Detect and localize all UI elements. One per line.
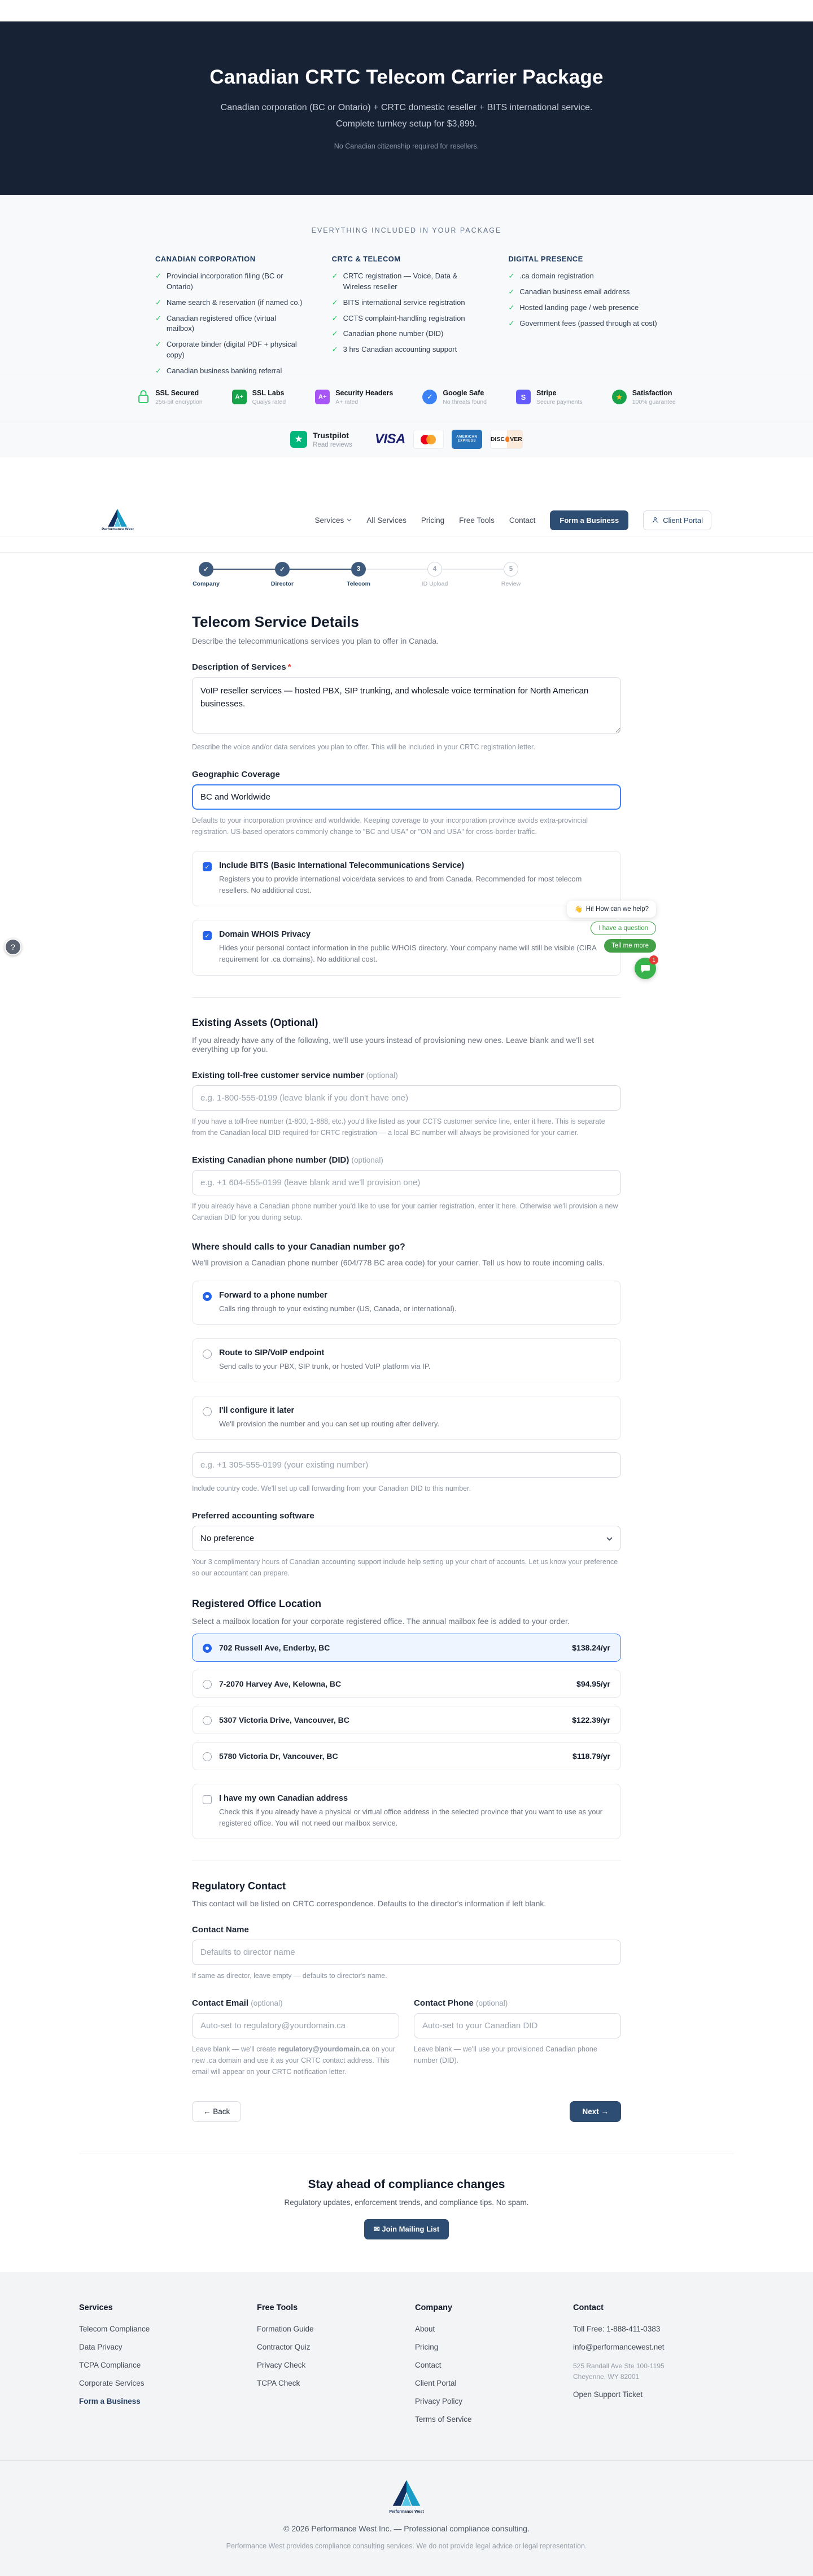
back-button[interactable]: ← Back [192,2101,241,2122]
office-option-enderby[interactable]: 702 Russell Ave, Enderby, BC $138.24/yr [192,1634,621,1662]
office-price: $118.79/yr [572,1751,610,1761]
radio-selected[interactable] [203,1644,212,1653]
footer-col-services: Services Telecom Compliance Data Privacy TCPA Compliance Corporate Services Form a Business [79,2303,257,2433]
package-column-telecom [332,255,482,382]
chat-quick-reply-tell-me-more[interactable]: Tell me more [604,939,656,953]
newsletter-section [0,2154,813,2272]
footer-brand-name: Performance West [389,2510,424,2514]
main-navbar [0,504,813,536]
brand-name: Performance West [102,527,134,531]
radio-unselected[interactable] [203,1350,212,1359]
contact-phone-input[interactable] [414,2013,621,2038]
footer-link-client-portal[interactable]: Client Portal [415,2379,457,2388]
radio-unselected[interactable] [203,1680,212,1689]
package-item: ✓ CCTS complaint-handling registration [332,313,482,324]
own-address-card[interactable]: I have my own Canadian address Check this if you already have a physical or virtual office address in the selected province that you want to use as your registered office. You will not need our mailbox service. [192,1784,621,1839]
contact-name-label: Contact Name [192,1925,249,1935]
step-company[interactable]: ✓ Company [199,562,213,587]
discover-logo: DISC VER [490,430,523,449]
office-location-heading: Registered Office Location [192,1597,322,1609]
existing-assets-heading: Existing Assets (Optional) [192,1016,318,1028]
office-location-subtitle: Select a mailbox location for your corporate registered office. The annual mailbox fee is added to your order. [192,1616,570,1626]
bits-title: Include BITS (Basic International Telecommunications Service) [219,861,465,870]
footer-link-telecom-compliance[interactable]: Telecom Compliance [79,2325,150,2334]
regulatory-contact-subtitle: This contact will be listed on CRTC correspondence. Defaults to the director's information if left blank. [192,1899,547,1909]
copyright-text: © 2026 Performance West Inc. — Professional compliance consulting. [283,2524,530,2534]
contact-phone-help: Leave blank — we'll use your provisioned Canadian phone number (DID). [414,2045,597,2065]
tollfree-help: If you have a toll-free number (1-800, 1-888, etc.) you'd like listed as your CCTS customer service line, enter it here. This is separate from the Canadian local DID required for CRTC registration — a local BC number will always be provisioned for your carrier. [192,1117,605,1137]
package-item: ✓ Canadian phone number (DID) [332,329,482,339]
check-icon: ✓ [331,345,338,354]
tollfree-label: Existing toll-free customer service number (optional) [192,1070,398,1080]
footer-email-link[interactable]: info@performancewest.net [573,2343,665,2352]
package-includes-section [0,195,813,373]
radio-unselected[interactable] [203,1752,212,1761]
next-button[interactable]: Next → [570,2101,621,2122]
stripe-icon: S [516,390,531,404]
badge-ssl-secured: SSL Secured 256-bit encryption [137,389,202,405]
chevron-down-icon [606,1537,613,1541]
step-number: 4 [427,562,442,577]
regulatory-contact-heading: Regulatory Contact [192,1880,286,1892]
footer-link-data-privacy[interactable]: Data Privacy [79,2343,123,2352]
package-item: ✓ Canadian business email address [508,287,658,298]
disclaimer-text: Performance West provides compliance consulting services. We do not provide legal advice or legal representation. [226,2542,587,2551]
package-item: ✓ Name search & reservation (if named co.) [155,298,305,308]
step-connector [442,569,504,570]
chat-greeting-bubble[interactable]: 👋 Hi! How can we help? [567,901,656,918]
bits-desc: Registers you to provide international voice/data services to and from Canada. Recommended for most telecom resellers. No additional cost. [219,875,582,895]
routing-option-later[interactable]: I'll configure it later We'll provision the number and you can set up routing after delivery. [192,1396,621,1440]
chat-quick-reply-question[interactable]: I have a question [591,922,656,935]
amex-logo: AMERICAN EXPRESS [452,430,482,449]
office-price: $94.95/yr [576,1679,610,1688]
package-item: ✓ .ca domain registration [508,271,658,282]
reviews-payments-bar [0,421,813,457]
step-connector [366,569,427,570]
footer-col-company: Company About Pricing Contact Client Portal Privacy Policy Terms of Service [415,2303,573,2433]
badge-security-headers: A+ Security Headers A+ rated [315,389,393,405]
step-check-icon: ✓ [199,562,213,577]
trustpilot-star-icon: ★ [290,431,307,448]
radio-unselected[interactable] [203,1407,212,1416]
bits-option-card[interactable] [192,851,621,906]
footer-address: 525 Randall Ave Ste 100-1195 Cheyenne, WY 82001 [573,2362,665,2381]
check-icon: ✓ [331,313,338,322]
top-strip [0,0,813,21]
check-icon: ✓ [155,366,161,375]
existing-assets-subtitle: If you already have any of the following, we'll use yours instead of provisioning new ones. Leave blank and we'll set everything up for you. [192,1035,594,1054]
package-item: ✓ Provincial incorporation filing (BC or Ontario) [155,271,305,292]
package-item: ✓ CRTC registration — Voice, Data & Wireless reseller [332,271,482,292]
whois-privacy-card[interactable] [192,920,621,975]
own-address-checkbox-unchecked[interactable] [203,1795,212,1804]
footer-link-terms[interactable]: Terms of Service [415,2415,472,2424]
office-price: $138.24/yr [572,1643,610,1652]
package-item: ✓ Canadian registered office (virtual mailbox) [155,313,305,335]
existing-did-label: Existing Canadian phone number (DID) (optional) [192,1155,383,1165]
mastercard-logo [413,430,444,449]
check-icon: ✓ [155,298,161,307]
visa-logo: VISA [374,431,405,447]
whois-desc: Hides your personal contact information in the public WHOIS directory. Your company name will still be visible (CIRA requirement for .ca domains). No additional cost. [219,944,597,964]
footer-phone-link[interactable]: Toll Free: 1-888-411-0383 [573,2325,661,2334]
chevron-down-icon [347,518,352,522]
package-item: ✓ Hosted landing page / web presence [508,303,658,313]
description-of-services-label: Description of Services * [192,662,291,672]
nav-services-menu[interactable]: Services [315,516,352,525]
routing-option-forward[interactable]: Forward to a phone number Calls ring through to your existing number (US, Canada, or international). [192,1281,621,1325]
check-icon: ✓ [331,272,338,280]
footer-link-tcpa-check[interactable]: TCPA Check [257,2379,300,2388]
security-headers-grade-icon: A+ [315,390,330,404]
package-caption: EVERYTHING INCLUDED IN YOUR PACKAGE [311,226,502,234]
description-help: Describe the voice and/or data services you plan to offer. This will be included in your CRTC registration letter. [192,743,535,751]
footer-link-formation-guide[interactable]: Formation Guide [257,2325,314,2334]
step-connector [213,569,275,570]
existing-did-input[interactable] [192,1170,621,1195]
footer-link-corporate-services[interactable]: Corporate Services [79,2379,145,2388]
nav-free-tools[interactable]: Free Tools [459,516,495,525]
performance-west-logo [107,509,128,527]
routing-option-sip[interactable]: Route to SIP/VoIP endpoint Send calls to your PBX, SIP trunk, or hosted VoIP platform via IP. [192,1338,621,1382]
help-button[interactable]: ? [5,938,21,955]
footer-divider [0,2460,813,2461]
chat-bubble-icon [640,964,650,973]
office-option-vancouver-5780[interactable]: 5780 Victoria Dr, Vancouver, BC $118.79/yr [192,1742,621,1770]
contact-name-input[interactable] [192,1940,621,1965]
required-asterisk: * [287,662,291,672]
whois-checkbox-checked[interactable] [203,931,212,940]
step-connector [290,569,351,570]
contact-phone-field [414,1981,621,2077]
footer-support-ticket-link[interactable]: Open Support Ticket [573,2390,643,2399]
newsletter-subtitle: Regulatory updates, enforcement trends, and compliance tips. No spam. [284,2198,529,2207]
nav-contact[interactable]: Contact [509,516,536,525]
tollfree-input[interactable] [192,1085,621,1111]
step-number: 3 [351,562,366,577]
footer-link-contact[interactable]: Contact [415,2361,442,2370]
existing-did-help: If you already have a Canadian phone number you'd like to use for your carrier registration, enter it here. Otherwise we'll provision a new Canadian DID for you during setup. [192,1202,618,1221]
check-icon: ✓ [331,298,338,307]
package-item: ✓ Corporate binder (digital PDF + physical copy) [155,339,305,361]
whois-title: Domain WHOIS Privacy [219,930,311,940]
check-icon: ✓ [155,272,161,280]
package-column-title: CANADIAN CORPORATION [155,255,256,263]
footer-link-about[interactable]: About [415,2325,435,2334]
geographic-coverage-input[interactable] [192,784,621,810]
form-a-business-button[interactable]: Form a Business [550,510,628,530]
check-icon: ✓ [508,303,515,312]
satisfaction-star-icon: ★ [612,390,627,404]
footer-link-form-a-business[interactable]: Form a Business [79,2397,141,2406]
badge-satisfaction: ★ Satisfaction 100% guarantee [612,389,676,405]
envelope-icon: ✉ [373,2225,380,2234]
geographic-coverage-label: Geographic Coverage [192,770,280,779]
office-option-vancouver-5307[interactable]: 5307 Victoria Drive, Vancouver, BC $122.39/yr [192,1706,621,1734]
trustpilot-widget[interactable]: ★ Trustpilot Read reviews [290,431,352,448]
join-mailing-list-button[interactable]: ✉ Join Mailing List [364,2219,449,2239]
accounting-software-select[interactable]: No preference [192,1526,621,1551]
section-divider [192,997,621,998]
logo-home-link[interactable] [102,509,134,531]
radio-unselected[interactable] [203,1716,212,1725]
footer-col-contact: Contact Toll Free: 1-888-411-0383 info@performancewest.net 525 Randall Ave Ste 100-1195 Cheyenne, WY 82001 Open Support Ticket [573,2303,734,2433]
accounting-software-help: Your 3 complimentary hours of Canadian accounting support include help setting up your chart of accounts. Let us know your preference so our accountant can prepare. [192,1557,618,1577]
page-footer [0,2272,813,2576]
nav-pricing[interactable]: Pricing [421,516,445,525]
ssl-labs-grade-icon: A+ [232,390,247,404]
form-title: Telecom Service Details [192,613,359,630]
check-icon: ✓ [155,340,161,349]
performance-west-logo [392,2480,421,2506]
contact-email-field [192,1981,399,2077]
package-column-corporation [155,255,305,382]
arrow-right-icon: → [601,2107,609,2116]
badge-ssl-labs: A+ SSL Labs Qualys rated [232,389,286,405]
step-director[interactable]: ✓ Director [275,562,290,587]
discover-dot-icon [505,436,509,442]
nav-all-services[interactable]: All Services [366,516,406,525]
office-option-kelowna[interactable]: 7-2070 Harvey Ave, Kelowna, BC $94.95/yr [192,1670,621,1698]
wave-icon: 👋 [574,906,583,913]
newsletter-title: Stay ahead of compliance changes [308,2178,505,2191]
step-check-icon: ✓ [275,562,290,577]
footer-link-privacy-policy[interactable]: Privacy Policy [415,2397,463,2406]
lock-icon [137,390,150,404]
chat-widget [567,901,656,979]
client-portal-button[interactable]: Client Portal [643,510,711,530]
badge-google-safe: ✓ Google Safe No threats found [422,389,487,405]
check-icon: ✓ [331,329,338,338]
package-item: ✓ BITS international service registration [332,298,482,308]
description-of-services-textarea[interactable] [192,677,621,733]
spacer [0,457,813,504]
radio-selected[interactable] [203,1292,212,1301]
check-icon: ✓ [155,313,161,322]
hero-note: No Canadian citizenship required for resellers. [334,142,479,151]
progress-stepper [0,552,813,596]
check-icon: ✓ [508,318,515,328]
step-id-upload[interactable]: 4 ID Upload [427,562,442,587]
package-column-title: CRTC & TELECOM [331,255,401,263]
bits-checkbox-checked[interactable] [203,862,212,871]
call-routing-subtitle: We'll provision a Canadian phone number (604/778 BC area code) for your carrier. Tell us how to route incoming calls. [192,1258,605,1267]
chat-unread-badge: 1 [649,955,658,964]
package-item: ✓ 3 hrs Canadian accounting support [332,344,482,355]
hero-subtitle: Canadian corporation (BC or Ontario) + CRTC domestic reseller + BITS international service. Complete turnkey setup for $3,899. [220,102,593,129]
geographic-coverage-help: Defaults to your incorporation province and worldwide. Keeping coverage to your incorporation province avoids extra-provincial registration. US-based operators commonly change to "BC and USA" or "ON and USA" for cross-border traffic. [192,817,588,836]
call-routing-heading: Where should calls to your Canadian number go? [192,1242,405,1252]
forward-number-input[interactable] [192,1452,621,1478]
contact-name-help: If same as director, leave empty — defaults to director's name. [192,1972,387,1980]
package-column-digital [508,255,658,382]
step-review[interactable]: 5 Review [504,562,518,587]
person-icon [652,516,659,524]
chat-launcher-button[interactable] [635,958,656,979]
step-telecom-active[interactable]: 3 Telecom [351,562,366,587]
step-number: 5 [504,562,518,577]
check-icon: ✓ [508,272,515,280]
check-icon: ✓ [508,287,515,296]
hero-banner [0,21,813,195]
footer-col-free-tools: Free Tools Formation Guide Contractor Quiz Privacy Check TCPA Check [257,2303,415,2433]
forward-number-help: Include country code. We'll set up call forwarding from your Canadian DID to this number. [192,1484,471,1492]
contact-email-help: Leave blank — we'll create regulatory@yourdomain.ca on your new .ca domain and use it as your CRTC contact address. This email will appear on your CRTC notification letter. [192,2045,395,2076]
page-title: Canadian CRTC Telecom Carrier Package [209,66,604,88]
arrow-left-icon: ← [203,2107,211,2116]
footer-link-contractor-quiz[interactable]: Contractor Quiz [257,2343,311,2352]
contact-email-label: Contact Email (optional) [192,1998,283,2009]
accounting-software-label: Preferred accounting software [192,1510,314,1521]
contact-phone-label: Contact Phone (optional) [414,1998,508,2009]
footer-link-pricing[interactable]: Pricing [415,2343,439,2352]
footer-link-privacy-check[interactable]: Privacy Check [257,2361,306,2370]
google-safe-check-icon: ✓ [422,390,437,404]
office-price: $122.39/yr [572,1715,610,1724]
package-item: ✓ Canadian business banking referral [155,366,305,377]
contact-email-input[interactable] [192,2013,399,2038]
package-item: ✓ Government fees (passed through at cost) [508,318,658,329]
footer-link-tcpa-compliance[interactable]: TCPA Compliance [79,2361,141,2370]
telecom-form [192,613,621,2122]
form-subtitle: Describe the telecommunications services you plan to offer in Canada. [192,636,439,645]
badge-stripe: S Stripe Secure payments [516,389,583,405]
package-column-title: DIGITAL PRESENCE [508,255,583,263]
